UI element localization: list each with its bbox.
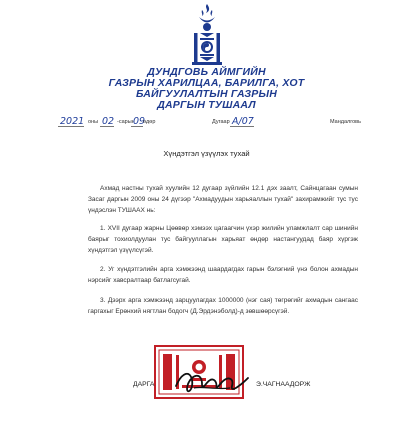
date-year-word: оны [88,119,99,125]
signature-role: ДАРГА [133,381,155,388]
order-item-3: 3. Дээрх арга хэмжээнд зарцуулагдах 1000000 (нэг сая) төгрөгийг ахмадын сангаас гаргахыг Ерөнхий нягтлан бодогч (Д.Эрдэнэболд)-д зөвшөөрсүгэй. [88,297,358,315]
header-line-agency: ГАЗРЫН ХАРИЛЦАА, БАРИЛГА, ХОТ [108,77,305,89]
document-place: Мандалговь [330,119,361,125]
date-month: 02 [102,116,115,127]
date-number-line [0,116,413,130]
date-day-word: өдөр [143,119,156,125]
date-year: 2021 [60,116,85,127]
header-line-agency-2: БАЙГУУЛАЛТЫН ГАЗРЫН [136,88,277,100]
document-number-label: Дугаар [212,119,230,125]
date-day: 09 [133,116,146,127]
signer-name: Э.ЧАГНААДОРЖ [256,381,311,388]
document-title: Хүндэтгэл үзүүлэх тухай [163,149,250,158]
document-number: А/07 [232,116,254,127]
handwritten-signature-icon [172,366,252,400]
date-month-word: -сарын [117,119,135,125]
order-item-2: 2. Уг хүндэтгэлийн арга хэмжээнд шаардагдах гарын бэлэгний үнэ болон ахмадын нэрсийг хавсралтаар батлагсугай. [88,266,358,284]
header-line-aimag: ДУНДГОВЬ АЙМГИЙН [147,66,266,78]
intro-paragraph: Ахмад настны тухай хуулийн 12 дугаар зүйлийн 12.1 дэх заалт, Сайнцагаан сумын Засаг даргын 2009 оны 24 дүгээр "Ахмадуудын харьяаллын тухай" захирамжийг тус тус үндэслэн ТУШААХ нь: [88,185,358,214]
soyombo-emblem-icon [188,4,226,66]
order-item-1: 1. XVII дугаар жарны Цөөвөр хэмээх цагаагчин үхэр жилийн уламжлалт сар шинийн баярыг тохиолдуулан тус байгууллагын харьяат өндөр настангуудад баяр хүргэж хүндэтгэл үзүүлсүгэй. [88,225,358,254]
header-line-order-type: ДАРГЫН ТУШААЛ [157,99,256,111]
